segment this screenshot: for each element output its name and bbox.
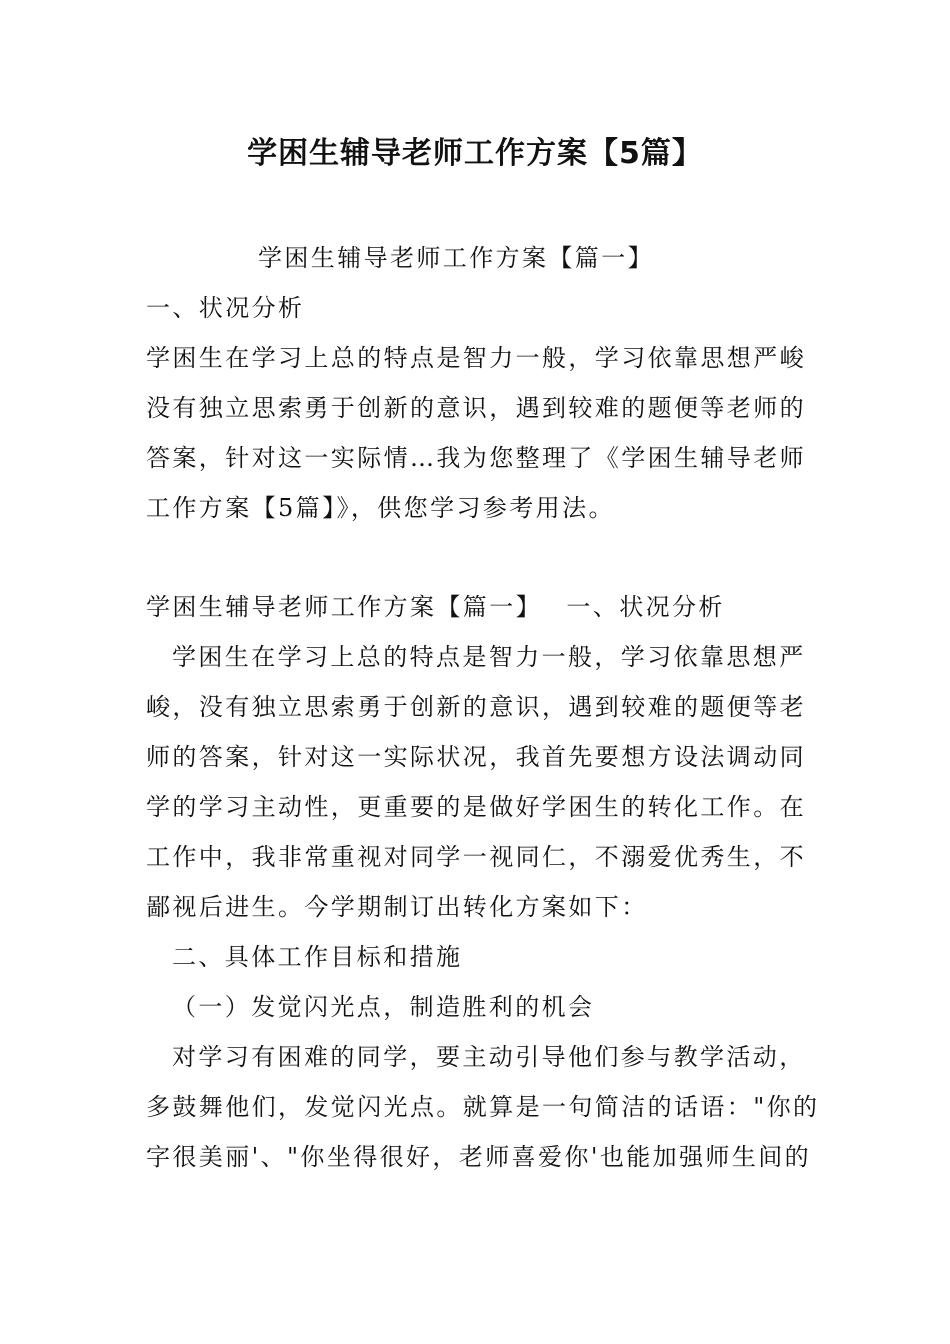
body-heading: 学困生辅导老师工作方案【篇一】 一、状况分析 <box>146 593 725 621</box>
document-title: 学困生辅导老师工作方案【5篇】 <box>247 136 703 171</box>
paragraph-line: 字很美丽'、"你坐得很好，老师喜爱你'也能加强师生间的 <box>146 1143 812 1171</box>
subsection-heading: （一）发觉闪光点，制造胜利的机会 <box>172 993 595 1021</box>
intro-line: 学困生在学习上总的特点是智力一般，学习依靠思想严峻 <box>146 344 806 372</box>
paragraph-line: 对学习有困难的同学，要主动引导他们参与教学活动， <box>172 1043 806 1071</box>
intro-line: 没有独立思索勇于创新的意识，遇到较难的题便等老师的 <box>146 394 806 422</box>
paragraph-line: 工作中，我非常重视对同学一视同仁，不溺爱优秀生，不 <box>146 843 806 871</box>
paragraph-line: 学困生在学习上总的特点是智力一般，学习依靠思想严 <box>172 643 806 671</box>
paragraph-line: 峻，没有独立思索勇于创新的意识，遇到较难的题便等老 <box>146 693 806 721</box>
intro-line: 工作方案【5篇】》，供您学习参考用法。 <box>146 494 615 522</box>
section-heading: 二、具体工作目标和措施 <box>172 943 463 971</box>
document-subtitle: 学困生辅导老师工作方案【篇一】 <box>258 244 654 272</box>
intro-line: 答案，针对这一实际情…我为您整理了《学困生辅导老师 <box>146 444 806 472</box>
paragraph-line: 多鼓舞他们，发觉闪光点。就算是一句简洁的话语："你的 <box>146 1093 820 1121</box>
paragraph-line: 学的学习主动性，更重要的是做好学困生的转化工作。在 <box>146 793 806 821</box>
intro-heading: 一、状况分析 <box>146 294 305 322</box>
paragraph-line: 师的答案，针对这一实际状况，我首先要想方设法调动同 <box>146 743 806 771</box>
paragraph-line: 鄙视后进生。今学期制订出转化方案如下： <box>146 893 648 921</box>
